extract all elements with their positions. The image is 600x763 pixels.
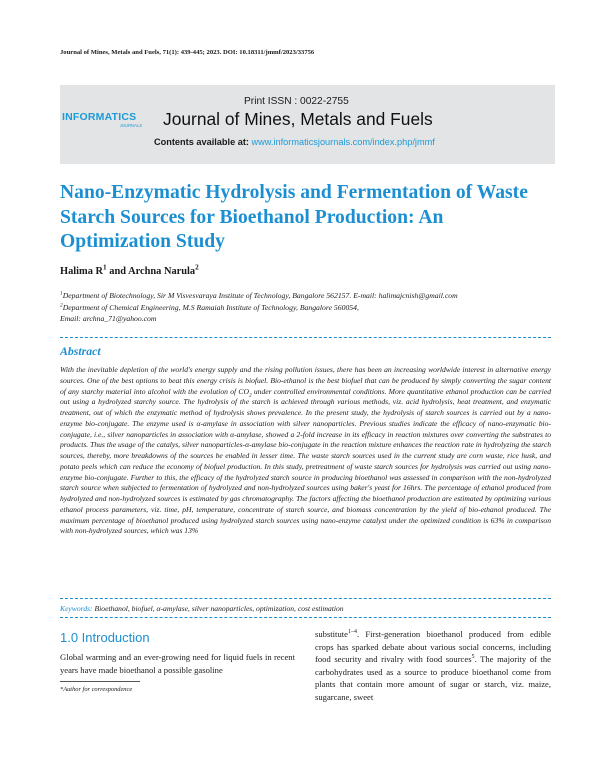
keywords-top-rule [60,598,551,599]
keywords-label: Keywords: [60,604,93,613]
author-line [60,263,199,277]
author-2: Archna Narula [128,266,196,277]
author-separator: and [109,266,127,277]
affiliations [60,290,550,325]
abstract-text-part-2: under controlled environmental conditions. More quantitative ethanol production can be carried out using a hydrolyzed starchy source. The hydrolysis of the starch is achieved through various methods, viz. acid hydrolysis, heat treatment, and enzymatic treatment, out of which the enzymatic method of hydrolysis shows prevalence. In the present study, the hydrolysis of starch sources is carried out by a nano-enzyme bio-conjugate. The enzyme used is α-amylase in association with silver nanoparticles. Previous studies indicate the efficacy of nano-enzymatic bio-conjugate, i.e., silver nanoparticles in association with α-amylase, showed a 2-fold increase in its efficacy in reaction mixtures over converting the substrates to products. Thus the usage of the catalys, silver nanoparticles-α-amylase bio-conjugate in the reaction mixture enhances the reaction rate in hydrolyzing the starch sources, thereby, more breakdowns of the sources be enabled in lesser time. The waste starch sources used in the current study are corn waste, rice husk, and potato peels which can reduce the economy of biofuel production. In this study, pretreatment of waste starch sources for hydrolysis was carried out using nano-enzyme bio-conjugate. Further to this, the efficacy of the hydrolyzed starch source in producing bioethanol was assessed in comparison with the non-hydrolyzed starch source when subjected to fermentation of hydrolyzed and non-hydrolyzed sources using baker's yeast for 16hrs. The percentage of ethanol produced from hydrolyzed and non-hydrolyzed sources is estimated by gas chromatography. The factors affecting the bioethanol production are estimated by optimizing various ethanol process parameters, viz. time, pH, temperature, concentrate of starch source, and biomass concentration by the yield of bio-ethanol produced. The maximum percentage of bioethanol produced using hydrolyzed starch sources using nano-enzyme catalyst under the optimized condition is 63% in comparison with non-hydrolyzed sources, which was 13% [60,386,551,536]
introduction-right-column [315,628,551,703]
affiliation-2 [60,302,550,314]
affiliation-2-text: Department of Chemical Engineering, M.S Ramaiah Institute of Technology, Bangalore 560054, [62,302,359,312]
correspondence-footnote: *Author for correspondence [60,686,133,693]
abstract-body [60,365,551,537]
footnote-rule [60,681,140,682]
affiliation-2-email: Email: archna_71@yahoo.com [60,314,157,323]
abstract-text-part-1: With the inevitable depletion of the world's energy supply and the rising pollution issues, there has been an increasing worldwide interest in alternative energy sources. One of the best options to beat this energy crisis is biofuel. Bio-ethanol is the best biofuel that can be produced by simply converting the sugar content of any starchy material into alcohol with the evolution of CO [60,365,551,396]
author-1: Halima R [60,266,104,277]
keywords-line [60,604,551,613]
journal-url-link[interactable]: www.informaticsjournals.com/index.php/jmmf [251,137,435,147]
intro-right-ref-2: 5 [471,654,475,661]
introduction-left-column: Global warming and an ever-growing need for liquid fuels in recent years have made bioethanol a possible gasoline [60,652,295,675]
publisher-logo[interactable] [62,112,152,134]
affiliation-2-mark: 2 [60,301,63,308]
logo-subtext: JOURNALS [119,123,142,128]
author-1-mark: 1 [103,263,107,272]
journal-title: Journal of Mines, Metals and Fuels [163,109,433,129]
intro-right-text-1: substitute [315,629,348,639]
affiliation-1-text: Department of Biotechnology, Sir M Visvesvaraya Institute of Technology, Bangalore 562157. E-mail: halimajcnish@gmail.com [62,291,458,300]
affiliation-1-mark: 1 [60,290,63,297]
author-2-mark: 2 [195,263,199,272]
abstract-top-rule [60,337,551,338]
contents-line [154,137,435,147]
logo-wordmark: INFORMATICS [62,111,137,123]
journal-citation: Journal of Mines, Metals and Fuels, 71(1): 439-445; 2023. DOI: 10.18311/jmmf/2023/33756 [60,49,315,56]
abstract-subscript: 2 [248,392,252,399]
section-heading-introduction: 1.0 Introduction [60,630,150,645]
intro-right-text-2: . First-generation bioethanol produced from edible crops has sparked debate about various social concerns, including food security and rivalry with food sources [315,629,551,664]
intro-right-text-3: . The majority of the carbohydrates used as a source to produce bioethanol come from plants that contain more amount of sugar or starch, viz. maize, sugarcane, sweet [315,654,551,702]
keywords-bottom-rule [60,617,551,618]
affiliation-1 [60,290,550,302]
intro-right-ref-1: 1–4 [347,629,357,636]
article-title: Nano-Enzymatic Hydrolysis and Fermentation of Waste Starch Sources for Bioethanol Production: An Optimization Study [60,182,528,252]
abstract-heading: Abstract [60,344,101,358]
print-issn: Print ISSN : 0022-2755 [244,96,349,107]
keywords-text: Bioethanol, biofuel, α-amylase, silver nanoparticles, optimization, cost estimation [94,604,344,613]
contents-label: Contents available at: [154,137,249,147]
